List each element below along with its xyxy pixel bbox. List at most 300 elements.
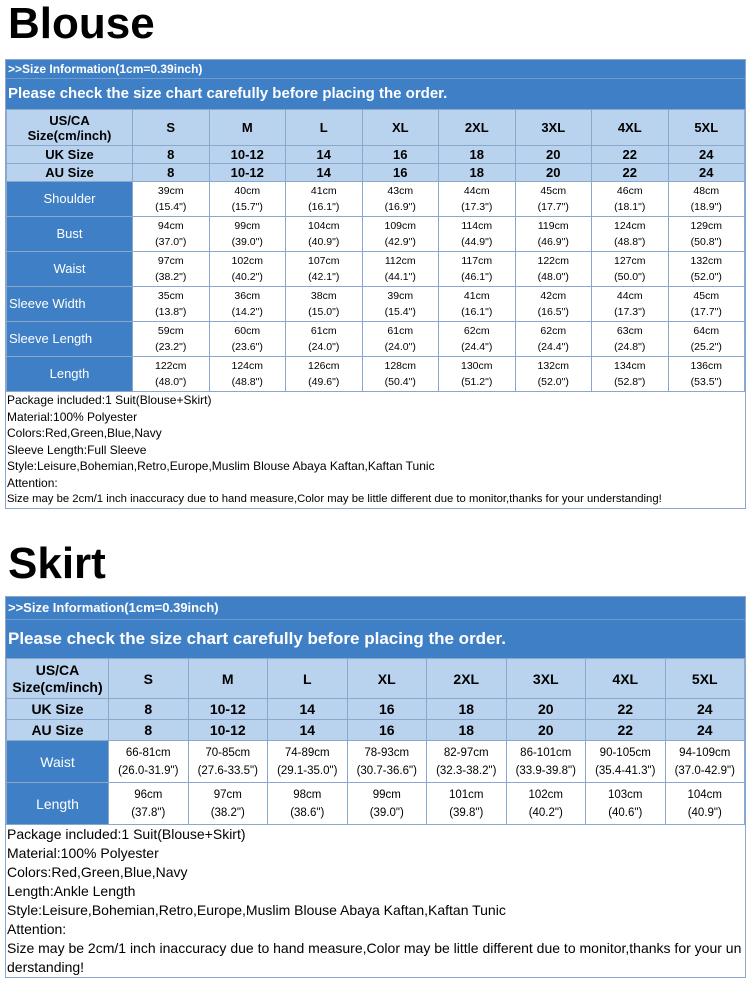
blouse-uk-cell: 24 [668, 146, 745, 164]
skirt-inch-value: (33.9-39.8") [515, 764, 576, 777]
skirt-corner-label [7, 659, 109, 699]
skirt-uk-cell: 20 [506, 699, 586, 720]
skirt-notes [6, 825, 745, 977]
skirt-measure-cell [347, 741, 427, 783]
skirt-size-xl: XL [347, 659, 427, 699]
skirt-size-3xl: 3XL [506, 659, 586, 699]
blouse-us-size-row [7, 110, 745, 146]
blouse-inch-value: (52.8") [614, 376, 646, 388]
blouse-measure-row [7, 357, 745, 392]
blouse-au-cell: 20 [515, 164, 592, 182]
blouse-inch-value: (53.5") [690, 376, 722, 388]
blouse-inch-value: (42.9") [384, 236, 416, 248]
skirt-measure-cell [268, 783, 348, 825]
blouse-cm-value: 38cm [310, 290, 337, 302]
blouse-cm-value: 127cm [613, 255, 646, 267]
blouse-size-xl: XL [362, 110, 439, 146]
blouse-measure-cell [209, 182, 286, 217]
blouse-measure-row [7, 217, 745, 252]
skirt-title: Skirt [8, 539, 106, 588]
skirt-note-line: Size may be 2cm/1 inch inaccuracy due to hand measure,Color may be little different due to monitor,thanks for your understanding! [7, 940, 742, 975]
skirt-measure-cell [506, 741, 586, 783]
blouse-inch-value: (23.6") [231, 341, 263, 353]
skirt-size-l: L [268, 659, 348, 699]
skirt-banner [6, 597, 745, 658]
blouse-cm-value: 124cm [613, 220, 646, 232]
blouse-note-line: Attention: [7, 475, 58, 490]
blouse-measure-cell [668, 182, 745, 217]
skirt-cm-value: 97cm [213, 788, 242, 801]
blouse-inch-value: (46.1") [461, 271, 493, 283]
blouse-inch-value: (37.0") [155, 236, 187, 248]
blouse-measure-label: Sleeve Width [7, 287, 133, 322]
blouse-cm-value: 39cm [157, 185, 184, 197]
skirt-cm-value: 78-93cm [364, 746, 410, 759]
blouse-measure-cell [209, 287, 286, 322]
blouse-measure-cell [362, 252, 439, 287]
blouse-measure-cell [592, 217, 669, 252]
blouse-measure-cell [362, 217, 439, 252]
blouse-cm-value: 39cm [387, 290, 414, 302]
blouse-measure-cell [439, 322, 516, 357]
blouse-inch-value: (40.9") [308, 236, 340, 248]
skirt-au-cell: 10-12 [188, 720, 268, 741]
blouse-measure-label: Shoulder [7, 182, 133, 217]
skirt-measure-cell [109, 783, 189, 825]
blouse-measure-cell [133, 357, 210, 392]
blouse-inch-value: (15.7") [231, 201, 263, 213]
skirt-measure-row [7, 741, 745, 783]
skirt-measure-row [7, 783, 745, 825]
blouse-inch-value: (17.7") [690, 306, 722, 318]
blouse-inch-value: (24.4") [461, 341, 493, 353]
blouse-measure-cell [668, 217, 745, 252]
skirt-note-line: Package included:1 Suit(Blouse+Skirt) [7, 826, 246, 842]
blouse-cm-value: 99cm [234, 220, 261, 232]
blouse-cm-value: 48cm [693, 185, 720, 197]
skirt-note-line: Style:Leisure,Bohemian,Retro,Europe,Muslim Blouse Abaya Kaftan,Kaftan Tunic [7, 902, 506, 918]
blouse-au-cell: 10-12 [209, 164, 286, 182]
blouse-measure-cell [362, 322, 439, 357]
blouse-measure-cell [439, 252, 516, 287]
blouse-measure-cell [362, 287, 439, 322]
blouse-measure-cell [515, 182, 592, 217]
skirt-cm-value: 104cm [687, 788, 723, 801]
skirt-au-cell: 18 [427, 720, 507, 741]
skirt-cm-value: 96cm [134, 788, 163, 801]
skirt-measure-cell [188, 783, 268, 825]
skirt-cm-value: 94-109cm [679, 746, 731, 759]
skirt-note-line: Length:Ankle Length [7, 883, 136, 899]
skirt-size-4xl: 4XL [586, 659, 666, 699]
blouse-cm-value: 61cm [310, 325, 337, 337]
blouse-note-line: Style:Leisure,Bohemian,Retro,Europe,Muslim Blouse Abaya Kaftan,Kaftan Tunic [7, 459, 435, 473]
blouse-measure-cell [592, 287, 669, 322]
skirt-cm-value: 82-97cm [443, 746, 489, 759]
skirt-measure-label: Waist [7, 741, 109, 783]
blouse-inch-value: (17.7") [537, 201, 569, 213]
blouse-measure-cell [286, 217, 363, 252]
blouse-cm-value: 124cm [231, 360, 263, 372]
blouse-inch-value: (48.8") [231, 376, 263, 388]
skirt-measure-cell [427, 741, 507, 783]
blouse-measure-cell [592, 182, 669, 217]
blouse-inch-value: (52.0") [537, 376, 569, 388]
skirt-inch-value: (32.3-38.2") [436, 764, 497, 777]
blouse-measure-row [7, 287, 745, 322]
blouse-inch-value: (48.0") [537, 271, 569, 283]
blouse-cm-value: 119cm [537, 220, 569, 232]
skirt-cm-value: 103cm [607, 788, 643, 801]
blouse-au-cell: 24 [668, 164, 745, 182]
blouse-cm-value: 41cm [463, 290, 490, 302]
blouse-measure-cell [592, 322, 669, 357]
blouse-cm-value: 35cm [157, 290, 184, 302]
blouse-uk-cell: 18 [439, 146, 516, 164]
skirt-measurements [7, 741, 745, 825]
skirt-au-size-row [7, 720, 745, 741]
blouse-info-line: >>Size Information(1cm=0.39inch) [6, 60, 745, 79]
blouse-cm-value: 112cm [384, 255, 416, 267]
blouse-inch-value: (18.1") [614, 201, 646, 213]
blouse-measure-row [7, 322, 745, 357]
skirt-section [0, 539, 750, 975]
blouse-inch-value: (16.9") [384, 201, 416, 213]
blouse-measure-cell [668, 322, 745, 357]
skirt-uk-cell: 10-12 [188, 699, 268, 720]
blouse-corner-label [7, 110, 133, 146]
blouse-uk-cell: 10-12 [209, 146, 286, 164]
skirt-uk-cell: 18 [427, 699, 507, 720]
blouse-measure-cell [592, 357, 669, 392]
blouse-inch-value: (16.5") [537, 306, 569, 318]
blouse-size-4xl: 4XL [592, 110, 669, 146]
blouse-inch-value: (42.1") [308, 271, 340, 283]
skirt-inch-value: (38.2") [210, 806, 245, 819]
blouse-inch-value: (17.3") [614, 306, 646, 318]
blouse-inch-value: (16.1") [461, 306, 493, 318]
skirt-measure-cell [665, 783, 745, 825]
blouse-cm-value: 128cm [384, 360, 416, 372]
blouse-measure-cell [439, 357, 516, 392]
blouse-measure-row [7, 252, 745, 287]
blouse-corner-label-1: US/CA [49, 112, 90, 128]
skirt-measure-cell [586, 783, 666, 825]
blouse-inch-value: (50.0") [614, 271, 646, 283]
skirt-inch-value: (37.8") [131, 806, 166, 819]
blouse-cm-value: 109cm [384, 220, 416, 232]
blouse-table [6, 109, 745, 392]
blouse-cm-value: 59cm [157, 325, 184, 337]
blouse-au-cell: 22 [592, 164, 669, 182]
blouse-cm-value: 62cm [540, 325, 567, 337]
blouse-cm-value: 45cm [540, 185, 567, 197]
skirt-measure-cell [665, 741, 745, 783]
blouse-cm-value: 117cm [461, 255, 493, 267]
blouse-cm-value: 41cm [310, 185, 337, 197]
blouse-measure-cell [209, 252, 286, 287]
blouse-note-line: Package included:1 Suit(Blouse+Skirt) [7, 393, 212, 407]
blouse-measure-cell [592, 252, 669, 287]
skirt-au-cell: 16 [347, 720, 427, 741]
blouse-cm-value: 97cm [157, 255, 184, 267]
blouse-measure-label: Sleeve Length [7, 322, 133, 357]
blouse-measure-label: Waist [7, 252, 133, 287]
blouse-inch-value: (40.2") [231, 271, 263, 283]
skirt-inch-value: (40.2") [528, 806, 563, 819]
skirt-cm-value: 86-101cm [520, 746, 572, 759]
blouse-cm-value: 46cm [616, 185, 643, 197]
blouse-uk-cell: 8 [133, 146, 210, 164]
blouse-measure-cell [668, 287, 745, 322]
blouse-inch-value: (51.2") [461, 376, 493, 388]
blouse-cm-value: 44cm [463, 185, 490, 197]
skirt-size-s: S [109, 659, 189, 699]
blouse-size-s: S [133, 110, 210, 146]
skirt-measure-cell [347, 783, 427, 825]
blouse-inch-value: (15.0") [308, 306, 340, 318]
skirt-inch-value: (30.7-36.6") [356, 764, 417, 777]
blouse-note-line: Sleeve Length:Full Sleeve [7, 442, 147, 457]
blouse-measure-cell [286, 182, 363, 217]
blouse-measure-cell [515, 357, 592, 392]
skirt-au-cell: 8 [109, 720, 189, 741]
skirt-au-cell: 24 [665, 720, 745, 741]
skirt-uk-cell: 16 [347, 699, 427, 720]
skirt-uk-cell: 14 [268, 699, 348, 720]
blouse-cm-value: 36cm [234, 290, 261, 302]
skirt-uk-cell: 22 [586, 699, 666, 720]
blouse-inch-value: (15.4") [384, 306, 416, 318]
blouse-cm-value: 104cm [307, 220, 340, 232]
blouse-measurements [7, 182, 745, 392]
blouse-cm-value: 134cm [613, 360, 646, 372]
skirt-corner-label-2: Size(cm/inch) [12, 678, 103, 695]
blouse-measure-cell [515, 287, 592, 322]
blouse-cm-value: 45cm [693, 290, 720, 302]
skirt-inch-value: (35.4-41.3") [595, 764, 656, 777]
blouse-inch-value: (46.9") [537, 236, 569, 248]
skirt-us-size-row [7, 659, 745, 699]
blouse-cm-value: 122cm [154, 360, 187, 372]
blouse-au-cell: 8 [133, 164, 210, 182]
skirt-measure-cell [586, 741, 666, 783]
blouse-measure-cell [439, 217, 516, 252]
blouse-size-l: L [286, 110, 363, 146]
blouse-note-line: Size may be 2cm/1 inch inaccuracy due to hand measure,Color may be little different due to monitor,thanks for your understanding! [7, 493, 662, 505]
skirt-au-cell: 20 [506, 720, 586, 741]
skirt-au-cell: 22 [586, 720, 666, 741]
skirt-corner-label-1: US/CA [35, 661, 80, 678]
blouse-cm-value: 43cm [387, 185, 414, 197]
blouse-cm-value: 129cm [690, 220, 722, 232]
blouse-size-chart [5, 59, 746, 509]
skirt-inch-value: (38.6") [290, 806, 325, 819]
skirt-au-cell: 14 [268, 720, 348, 741]
blouse-corner-label-2: Size(cm/inch) [27, 127, 112, 143]
skirt-size-5xl: 5XL [665, 659, 745, 699]
blouse-notes [6, 392, 745, 508]
blouse-cm-value: 94cm [157, 220, 184, 232]
blouse-measure-cell [133, 182, 210, 217]
skirt-size-m: M [188, 659, 268, 699]
blouse-inch-value: (23.2") [155, 341, 187, 353]
skirt-inch-value: (27.6-33.5") [197, 764, 258, 777]
blouse-measure-cell [209, 217, 286, 252]
blouse-size-3xl: 3XL [515, 110, 592, 146]
blouse-cm-value: 64cm [693, 325, 720, 337]
skirt-cm-value: 70-85cm [205, 746, 251, 759]
skirt-au-label: AU Size [7, 720, 109, 741]
skirt-measure-cell [268, 741, 348, 783]
blouse-cm-value: 132cm [690, 255, 722, 267]
blouse-measure-cell [209, 357, 286, 392]
blouse-size-m: M [209, 110, 286, 146]
blouse-note-line: Colors:Red,Green,Blue,Navy [7, 426, 162, 440]
blouse-measure-cell [668, 252, 745, 287]
blouse-inch-value: (49.6") [308, 376, 340, 388]
skirt-measure-label: Length [7, 783, 109, 825]
blouse-measure-cell [362, 357, 439, 392]
skirt-measure-cell [109, 741, 189, 783]
skirt-size-2xl: 2XL [427, 659, 507, 699]
skirt-cm-value: 99cm [372, 788, 401, 801]
blouse-inch-value: (44.9") [461, 236, 493, 248]
blouse-measure-cell [133, 252, 210, 287]
skirt-uk-cell: 8 [109, 699, 189, 720]
blouse-inch-value: (38.2") [155, 271, 187, 283]
blouse-cm-value: 126cm [307, 360, 340, 372]
blouse-uk-cell: 14 [286, 146, 363, 164]
blouse-cm-value: 132cm [537, 360, 569, 372]
skirt-size-chart [5, 596, 746, 978]
blouse-inch-value: (17.3") [461, 201, 493, 213]
blouse-measure-cell [439, 287, 516, 322]
blouse-measure-cell [209, 322, 286, 357]
blouse-inch-value: (24.0") [308, 341, 340, 353]
blouse-cm-value: 114cm [461, 220, 493, 232]
skirt-uk-size-row [7, 699, 745, 720]
blouse-size-5xl: 5XL [668, 110, 745, 146]
blouse-cm-value: 107cm [307, 255, 340, 267]
skirt-measure-cell [188, 741, 268, 783]
blouse-uk-label: UK Size [7, 146, 133, 164]
blouse-note-line: Material:100% Polyester [7, 409, 138, 424]
blouse-measure-cell [668, 357, 745, 392]
blouse-cm-value: 122cm [537, 255, 569, 267]
skirt-check-line: Please check the size chart carefully before placing the order. [8, 629, 506, 648]
skirt-inch-value: (40.6") [608, 806, 643, 819]
blouse-cm-value: 44cm [616, 290, 643, 302]
blouse-au-size-row [7, 164, 745, 182]
blouse-inch-value: (15.4") [155, 201, 187, 213]
blouse-cm-value: 60cm [234, 325, 261, 337]
blouse-uk-size-row [7, 146, 745, 164]
skirt-measure-cell [506, 783, 586, 825]
skirt-inch-value: (39.8") [449, 806, 484, 819]
blouse-au-cell: 14 [286, 164, 363, 182]
blouse-cm-value: 62cm [463, 325, 490, 337]
skirt-info-line: >>Size Information(1cm=0.39inch) [6, 597, 745, 620]
skirt-inch-value: (40.9") [687, 806, 722, 819]
blouse-inch-value: (13.8") [155, 306, 187, 318]
blouse-measure-cell [515, 217, 592, 252]
blouse-au-label: AU Size [7, 164, 133, 182]
blouse-measure-cell [286, 322, 363, 357]
blouse-measure-label: Length [7, 357, 133, 392]
blouse-inch-value: (52.0") [690, 271, 722, 283]
skirt-cm-value: 98cm [293, 788, 322, 801]
blouse-title: Blouse [8, 0, 155, 48]
blouse-inch-value: (24.0") [384, 341, 416, 353]
blouse-measure-cell [286, 252, 363, 287]
blouse-inch-value: (50.8") [690, 236, 722, 248]
blouse-measure-cell [515, 252, 592, 287]
blouse-inch-value: (24.4") [537, 341, 569, 353]
blouse-cm-value: 40cm [234, 185, 261, 197]
blouse-inch-value: (48.0") [155, 376, 187, 388]
blouse-inch-value: (25.2") [690, 341, 722, 353]
blouse-cm-value: 102cm [231, 255, 263, 267]
blouse-cm-value: 42cm [540, 290, 567, 302]
skirt-note-line: Material:100% Polyester [7, 845, 159, 861]
skirt-inch-value: (26.0-31.9") [118, 764, 179, 777]
blouse-au-cell: 16 [362, 164, 439, 182]
skirt-cm-value: 102cm [528, 788, 564, 801]
blouse-measure-cell [286, 357, 363, 392]
skirt-note-line: Colors:Red,Green,Blue,Navy [7, 864, 188, 880]
blouse-cm-value: 130cm [460, 360, 493, 372]
blouse-cm-value: 63cm [616, 325, 643, 337]
blouse-inch-value: (39.0") [231, 236, 263, 248]
blouse-measure-cell [133, 217, 210, 252]
blouse-inch-value: (44.1") [384, 271, 416, 283]
blouse-measure-cell [133, 287, 210, 322]
skirt-note-line: Attention: [7, 921, 67, 937]
blouse-check-line: Please check the size chart carefully before placing the order. [8, 85, 448, 102]
skirt-cm-value: 101cm [448, 788, 484, 801]
skirt-uk-label: UK Size [7, 699, 109, 720]
blouse-inch-value: (24.8") [614, 341, 646, 353]
skirt-inch-value: (29.1-35.0") [277, 764, 338, 777]
blouse-uk-cell: 20 [515, 146, 592, 164]
blouse-inch-value: (14.2") [231, 306, 263, 318]
skirt-measure-cell [427, 783, 507, 825]
blouse-au-cell: 18 [439, 164, 516, 182]
blouse-measure-cell [515, 322, 592, 357]
skirt-table [6, 658, 745, 825]
blouse-measure-cell [439, 182, 516, 217]
blouse-inch-value: (16.1") [308, 201, 340, 213]
blouse-measure-cell [362, 182, 439, 217]
blouse-size-2xl: 2XL [439, 110, 516, 146]
blouse-cm-value: 61cm [387, 325, 414, 337]
blouse-measure-cell [286, 287, 363, 322]
skirt-inch-value: (39.0") [369, 806, 404, 819]
blouse-measure-label: Bust [7, 217, 133, 252]
skirt-uk-cell: 24 [665, 699, 745, 720]
skirt-cm-value: 74-89cm [284, 746, 330, 759]
skirt-inch-value: (37.0-42.9") [674, 764, 735, 777]
blouse-inch-value: (48.8") [614, 236, 646, 248]
blouse-banner [6, 60, 745, 109]
blouse-uk-cell: 16 [362, 146, 439, 164]
blouse-measure-row [7, 182, 745, 217]
blouse-uk-cell: 22 [592, 146, 669, 164]
skirt-cm-value: 90-105cm [599, 746, 651, 759]
blouse-inch-value: (50.4") [384, 376, 416, 388]
blouse-cm-value: 136cm [690, 360, 722, 372]
